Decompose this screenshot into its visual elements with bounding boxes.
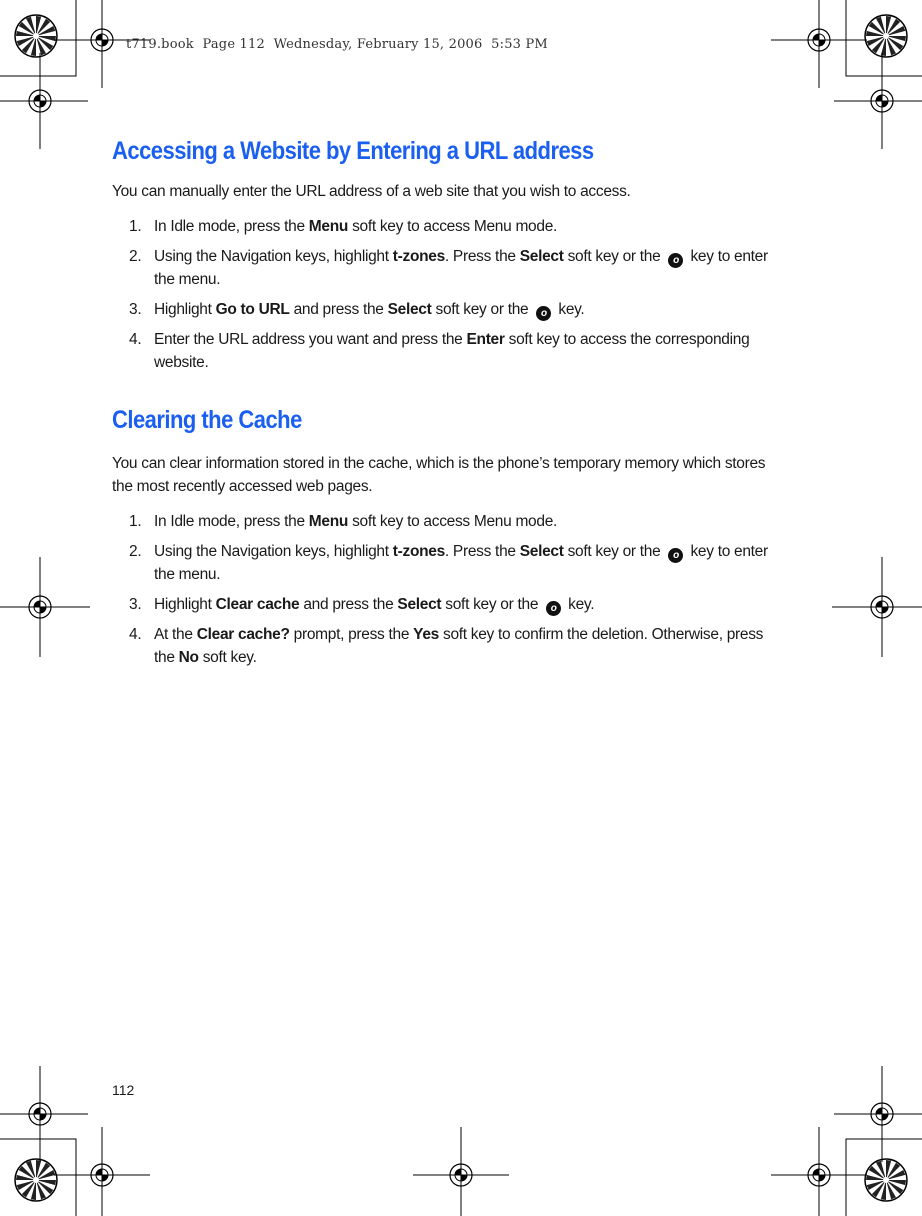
steps-list [112,510,784,669]
section-intro: You can manually enter the URL address of a web site that you wish to access. [112,183,631,200]
step-item: 4. At the Clear cache? prompt, press the Yes soft key to confirm the deletion. Otherwise, press the No soft key. [129,626,764,666]
section-title: Clearing the Cache [112,406,302,434]
step-item: 2. Using the Navigation keys, highlight t-zones. Press the Select soft key or the o key to enter the menu. [129,248,768,288]
ok-key-icon: o [668,548,683,563]
color-target-icon [15,1159,57,1201]
step-item: 1. In Idle mode, press the Menu soft key to access Menu mode. [129,513,558,530]
section-title: Accessing a Website by Entering a URL address [112,137,594,165]
print-header-slug: t719.book Page 112 Wednesday, February 15, 2006 5:53 PM [126,37,548,52]
step-item: 1. In Idle mode, press the Menu soft key to access Menu mode. [129,218,558,235]
ok-key-icon: o [668,253,683,268]
color-target-icon [865,15,907,57]
registration-crosshair-icon [54,1127,150,1216]
section-clear-cache [112,406,784,669]
registration-crosshair-icon [832,557,922,657]
step-item: 3. Highlight Go to URL and press the Select soft key or the o key. [129,301,585,319]
section-intro: You can clear information stored in the cache, which is the phone’s temporary memory which stores the most recently accessed web pages. [112,455,766,495]
step-item: 4. Enter the URL address you want and press the Enter soft key to access the corresponding website. [129,331,750,371]
section-url-access [112,137,784,374]
registration-crosshair-icon [834,1066,922,1162]
ok-key-icon: o [546,601,561,616]
registration-crosshair-icon [413,1127,509,1216]
registration-crosshair-icon [0,53,88,149]
page-number: 112 [112,1082,135,1098]
registration-crosshair-icon [0,557,90,657]
color-target-icon [865,1159,907,1201]
step-item: 2. Using the Navigation keys, highlight t-zones. Press the Select soft key or the o key to enter the menu. [129,543,768,583]
registration-crosshair-icon [771,1127,867,1216]
registration-crosshair-icon [834,53,922,149]
step-item: 3. Highlight Clear cache and press the Select soft key or the o key. [129,596,595,614]
page-content [112,137,784,676]
color-target-icon [15,15,57,57]
registration-crosshair-icon [0,1066,88,1162]
ok-key-icon: o [536,306,551,321]
steps-list [112,215,784,374]
registration-crosshair-icon [771,0,867,88]
